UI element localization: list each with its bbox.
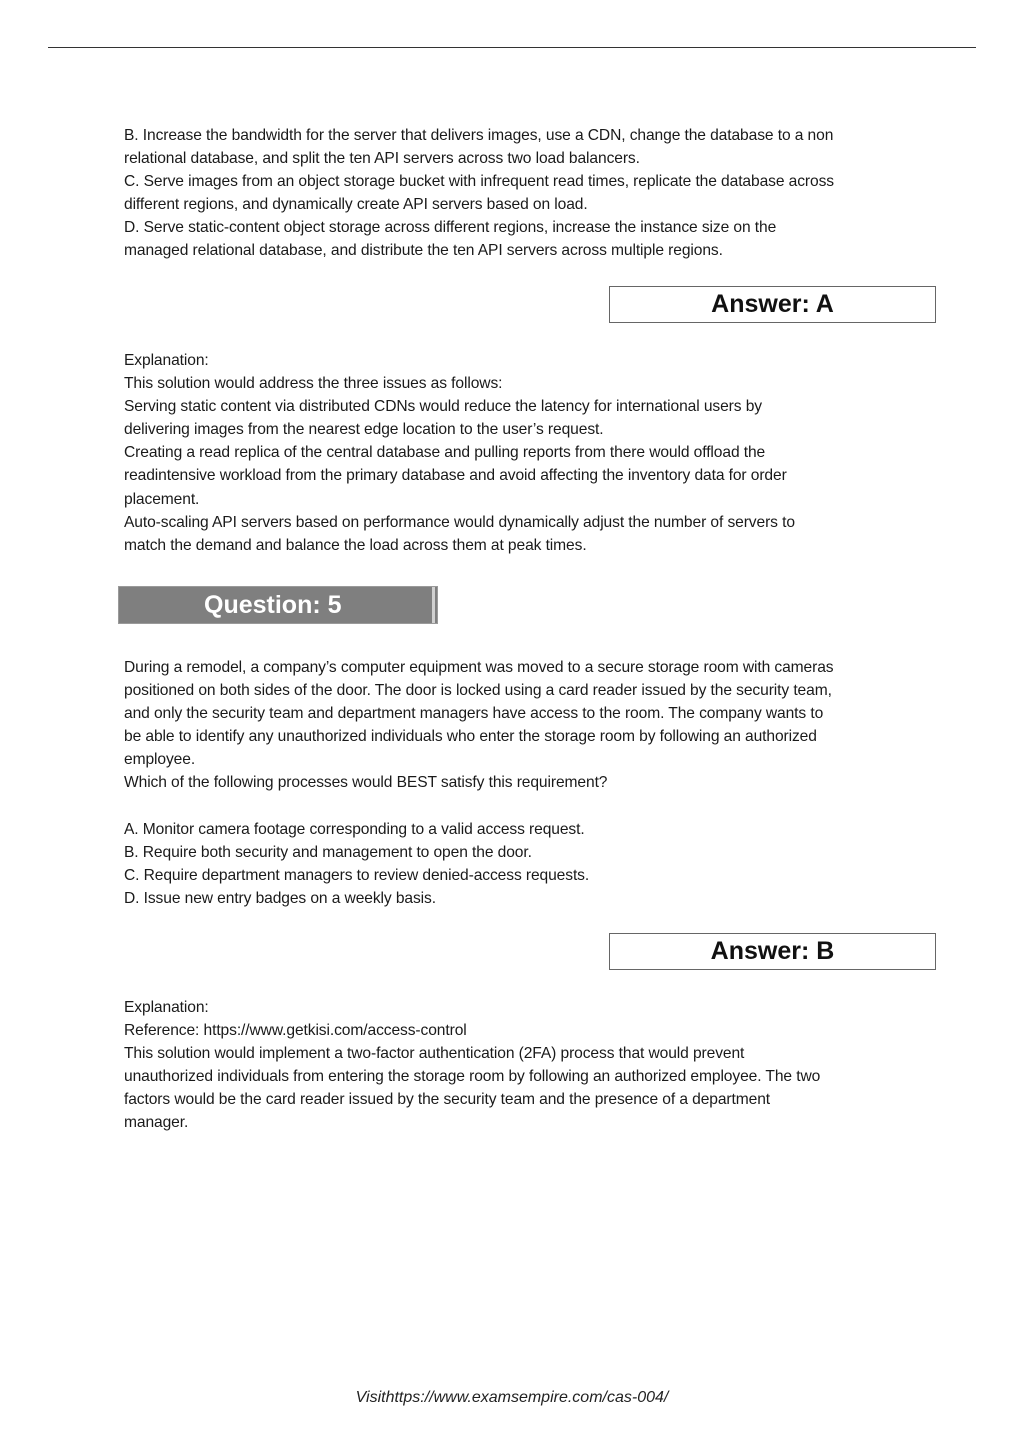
question-line: During a remodel, a company’s computer equipment was moved to a secure storage room with cameras — [124, 659, 834, 676]
explanation-line: manager. — [124, 1114, 189, 1132]
question-line: positioned on both sides of the door. The door is locked using a card reader issued by the security team, — [124, 682, 832, 700]
question-line: Which of the following processes would BEST satisfy this requirement? — [124, 774, 608, 792]
explanation-line: Serving static content via distributed CDNs would reduce the latency for international users by — [124, 398, 762, 416]
footer-link[interactable]: Visithttps://www.examsempire.com/cas-004/ — [355, 1389, 669, 1406]
option-line: D. Serve static-content object storage across different regions, increase the instance size on the — [124, 219, 777, 237]
question-line: employee. — [124, 751, 196, 769]
explanation-line: match the demand and balance the load across them at peak times. — [124, 536, 587, 554]
header-rule — [48, 47, 976, 48]
explanation-line: delivering images from the nearest edge location to the user’s request. — [124, 421, 604, 439]
option-b: B. Require both security and management to open the door. — [124, 844, 532, 862]
question-options — [124, 818, 934, 910]
option-a: A. Monitor camera footage corresponding to a valid access request. — [124, 821, 585, 838]
option-line: relational database, and split the ten API servers across two load balancers. — [124, 150, 640, 168]
explanation-block — [124, 349, 934, 557]
explanation-line: readintensive workload from the primary database and avoid affecting the inventory data for order — [124, 467, 787, 485]
option-c: C. Require department managers to review denied-access requests. — [124, 867, 590, 885]
explanation-line: Creating a read replica of the central database and pulling reports from there would offload the — [124, 444, 766, 462]
explanation-line: This solution would implement a two-factor authentication (2FA) process that would prevent — [124, 1045, 745, 1063]
question-text — [124, 656, 934, 795]
explanation-line: Explanation: — [124, 352, 209, 369]
explanation-line: Explanation: — [124, 999, 209, 1016]
explanation-line: Auto-scaling API servers based on performance would dynamically adjust the number of servers to — [124, 513, 795, 531]
explanation-block — [124, 996, 934, 1135]
options-continued — [124, 124, 934, 263]
question-line: and only the security team and department managers have access to the room. The company wants to — [124, 705, 824, 723]
question-label: Question: 5 — [204, 590, 342, 619]
explanation-line: This solution would address the three issues as follows: — [124, 375, 503, 393]
option-line: different regions, and dynamically create API servers based on load. — [124, 196, 588, 214]
question-line: be able to identify any unauthorized individuals who enter the storage room by following an authorized — [124, 728, 817, 746]
banner-edge — [432, 587, 435, 623]
option-line: managed relational database, and distribute the ten API servers across multiple regions. — [124, 242, 723, 260]
question-heading — [118, 586, 438, 624]
option-line: C. Serve images from an object storage bucket with infrequent read times, replicate the database across — [124, 173, 834, 191]
explanation-line: placement. — [124, 490, 200, 508]
answer-box: Answer: A — [609, 286, 936, 323]
option-line: B. Increase the bandwidth for the server that delivers images, use a CDN, change the database to a non — [124, 127, 834, 144]
reference-line: Reference: https://www.getkisi.com/access-control — [124, 1022, 467, 1040]
answer-box: Answer: B — [609, 933, 936, 970]
option-d: D. Issue new entry badges on a weekly basis. — [124, 890, 436, 908]
explanation-line: factors would be the card reader issued by the security team and the presence of a department — [124, 1091, 771, 1109]
explanation-line: unauthorized individuals from entering the storage room by following an authorized employee. The two — [124, 1068, 821, 1086]
